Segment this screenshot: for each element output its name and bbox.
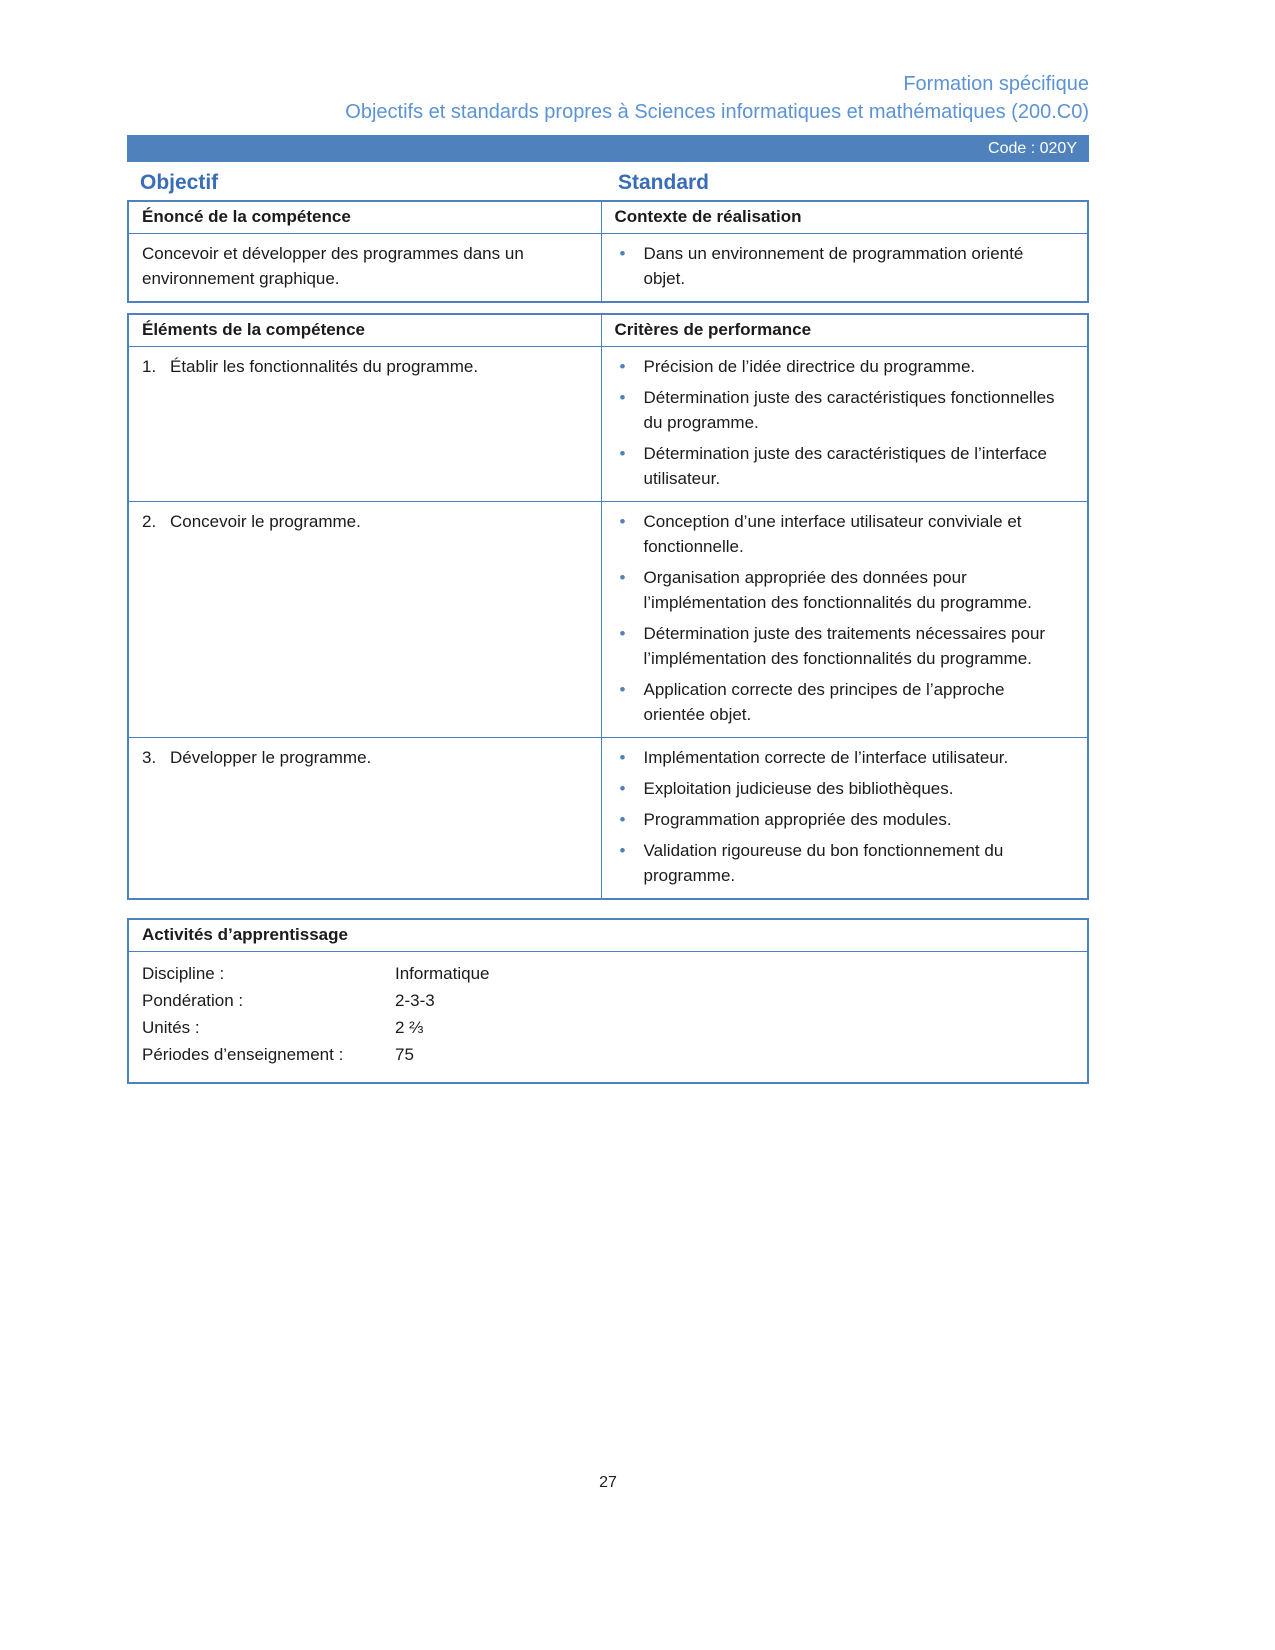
- criterion-text: Précision de l’idée directrice du programme.: [643, 357, 976, 376]
- criteria-cell: [601, 738, 1088, 900]
- bullet-icon: •: [619, 388, 626, 407]
- competence-table: [127, 200, 1089, 303]
- table-row-element-3: [128, 738, 1088, 900]
- list-item: [620, 354, 1060, 379]
- element-number: 1.: [142, 357, 157, 376]
- element-text: Développer le programme.: [170, 748, 372, 767]
- column-titles: [127, 171, 1089, 195]
- criterion-text: Conception d’une interface utilisateur conviviale et fonctionnelle.: [643, 512, 1022, 556]
- activities-title: Activités d’apprentissage: [129, 920, 1087, 952]
- competence-statement: Concevoir et développer des programmes dans un environnement graphique.: [142, 244, 524, 288]
- elements-header-cell: [128, 314, 601, 347]
- elements-header-label: Éléments de la compétence: [142, 320, 365, 339]
- activity-row-discipline: [142, 960, 1074, 987]
- criterion-text: Détermination juste des caractéristiques fonctionnelles du programme.: [643, 388, 1055, 432]
- header-line-1: Formation spécifique: [903, 73, 1089, 95]
- list-item: [620, 807, 1060, 832]
- activity-label: Unités :: [142, 1018, 200, 1037]
- page-content: [127, 0, 1089, 1084]
- activity-row-unites: [142, 1014, 1074, 1041]
- document-header: [127, 0, 1089, 126]
- element-cell: [128, 738, 601, 900]
- activity-label: Périodes d’enseignement :: [142, 1045, 344, 1064]
- bullet-icon: •: [619, 680, 626, 699]
- list-item: [620, 385, 1060, 435]
- list-item: [620, 838, 1060, 888]
- code-label: Code : 020Y: [988, 140, 1077, 157]
- element-text: Concevoir le programme.: [170, 512, 361, 531]
- header-line-2: Objectifs et standards propres à Sciences informatiques et mathématiques (200.C0): [345, 101, 1089, 123]
- list-item: [620, 745, 1060, 770]
- criterion-text: Exploitation judicieuse des bibliothèques.: [643, 779, 954, 798]
- activity-label: Pondération :: [142, 991, 244, 1010]
- element-number: 3.: [142, 748, 157, 767]
- bullet-icon: •: [619, 444, 626, 463]
- activity-value: 2-3-3: [395, 991, 435, 1010]
- activity-value: Informatique: [395, 964, 490, 983]
- criterion-text: Implémentation correcte de l’interface utilisateur.: [643, 748, 1009, 767]
- page-number: 27: [599, 1474, 617, 1491]
- bullet-icon: •: [619, 568, 626, 587]
- list-item: [620, 565, 1060, 615]
- table-row-element-1: [128, 347, 1088, 502]
- list-item: [620, 776, 1060, 801]
- contexte-item: Dans un environnement de programmation orienté objet.: [643, 244, 1024, 288]
- activity-row-ponderation: [142, 987, 1074, 1014]
- criterion-text: Détermination juste des caractéristiques de l’interface utilisateur.: [643, 444, 1047, 488]
- bullet-icon: •: [619, 357, 626, 376]
- criterion-text: Application correcte des principes de l’approche orientée objet.: [643, 680, 1005, 724]
- bullet-icon: •: [619, 244, 626, 263]
- bullet-icon: •: [619, 810, 626, 829]
- bullet-icon: •: [619, 748, 626, 767]
- bullet-icon: •: [619, 624, 626, 643]
- criterion-text: Programmation appropriée des modules.: [643, 810, 952, 829]
- criteria-cell: [601, 502, 1088, 738]
- activities-box: [127, 918, 1089, 1084]
- element-number: 2.: [142, 512, 157, 531]
- standard-title: Standard: [618, 171, 710, 194]
- competence-header-row: [128, 201, 1088, 234]
- code-bar: [127, 135, 1089, 162]
- criterion-text: Détermination juste des traitements nécessaires pour l’implémentation des fonctionnalités du programme.: [643, 624, 1046, 668]
- activity-row-periodes: [142, 1041, 1074, 1068]
- activity-value: 2 ⅔: [395, 1018, 424, 1037]
- criterion-text: Organisation appropriée des données pour l’implémentation des fonctionnalités du programme.: [643, 568, 1032, 612]
- activities-body: [129, 952, 1087, 1082]
- list-item: [620, 241, 1060, 291]
- list-item: [620, 441, 1060, 491]
- competence-statement-cell: [128, 234, 601, 303]
- element-cell: [128, 347, 601, 502]
- activity-value: 75: [395, 1045, 414, 1064]
- list-item: [620, 621, 1060, 671]
- criteres-header-cell: [601, 314, 1088, 347]
- competence-content-row: [128, 234, 1088, 303]
- criteria-cell: [601, 347, 1088, 502]
- element-cell: [128, 502, 601, 738]
- enonce-header-label: Énoncé de la compétence: [142, 207, 351, 226]
- table-row-element-2: [128, 502, 1088, 738]
- element-text: Établir les fonctionnalités du programme.: [170, 357, 479, 376]
- contexte-cell: [601, 234, 1088, 303]
- elements-table: [127, 313, 1089, 900]
- list-item: [620, 509, 1060, 559]
- objectif-title: Objectif: [140, 171, 219, 194]
- elements-header-row: [128, 314, 1088, 347]
- criteres-header-label: Critères de performance: [614, 320, 812, 339]
- list-item: [620, 677, 1060, 727]
- bullet-icon: •: [619, 512, 626, 531]
- bullet-icon: •: [619, 841, 626, 860]
- activity-label: Discipline :: [142, 964, 225, 983]
- bullet-icon: •: [619, 779, 626, 798]
- contexte-header-cell: [601, 201, 1088, 234]
- criterion-text: Validation rigoureuse du bon fonctionnement du programme.: [643, 841, 1004, 885]
- enonce-header-cell: [128, 201, 601, 234]
- contexte-header-label: Contexte de réalisation: [614, 207, 802, 226]
